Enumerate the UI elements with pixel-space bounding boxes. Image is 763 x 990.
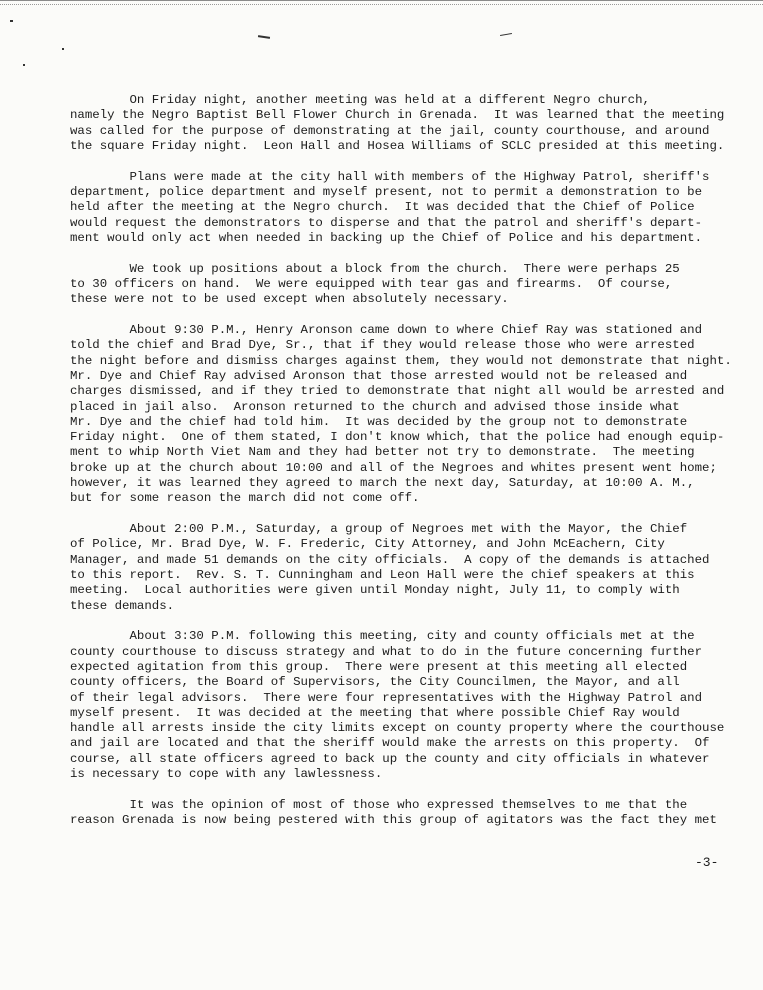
page-number: -3- xyxy=(695,855,719,870)
text-line: meeting. Local authorities were given until Monday night, July 11, to comply with xyxy=(70,583,680,598)
text-line: ment would only act when needed in backing up the Chief of Police and his department. xyxy=(70,230,703,245)
document-body xyxy=(70,93,746,844)
text-line: held after the meeting at the Negro church. It was decided that the Chief of Police xyxy=(70,200,695,215)
text-line: told the chief and Brad Dye, Sr., that if they would release those who were arrested xyxy=(70,338,695,353)
text-line: About 2:00 P.M., Saturday, a group of Negroes met with the Mayor, the Chief xyxy=(70,522,688,537)
text-line: however, it was learned they agreed to march the next day, Saturday, at 10:00 A. M., xyxy=(70,476,695,491)
text-line: would request the demonstrators to disperse and that the patrol and sheriff's depart- xyxy=(70,215,703,230)
text-line: reason Grenada is now being pestered with this group of agitators was the fact they met xyxy=(70,813,717,828)
text-line: ment to whip North Viet Nam and they had better not try to demonstrate. The meeting xyxy=(70,445,695,460)
text-line: these were not to be used except when absolutely necessary. xyxy=(70,292,509,307)
text-line: On Friday night, another meeting was held at a different Negro church, xyxy=(70,93,650,107)
text-line: It was the opinion of most of those who expressed themselves to me that the xyxy=(70,797,688,812)
text-line: these demands. xyxy=(70,598,175,613)
top-edge-rule xyxy=(0,0,763,5)
paragraph xyxy=(70,323,746,507)
scan-mark xyxy=(62,48,64,50)
text-line: the night before and dismiss charges against them, they would not demonstrate that night. xyxy=(70,353,732,368)
text-line: department, police department and myself present, not to permit a demonstration to be xyxy=(70,184,703,199)
text-line: We took up positions about a block from the church. There were perhaps 25 xyxy=(70,261,680,276)
text-line: Manager, and made 51 demands on the city officials. A copy of the demands is attached xyxy=(70,552,710,567)
text-line: Mr. Dye and Chief Ray advised Aronson that those arrested would not be released and xyxy=(70,368,688,383)
paragraph xyxy=(70,170,746,246)
text-line: handle all arrests inside the city limits except on county property where the courthouse xyxy=(70,721,725,736)
paragraph xyxy=(70,798,746,829)
text-line: Mr. Dye and the chief had told him. It was decided by the group not to demonstrate xyxy=(70,414,688,429)
text-line: namely the Negro Baptist Bell Flower Church in Grenada. It was learned that the meeting xyxy=(70,108,725,123)
text-line: was called for the purpose of demonstrating at the jail, county courthouse, and around xyxy=(70,123,710,138)
text-line: of Police, Mr. Brad Dye, W. F. Frederic, City Attorney, and John McEachern, City xyxy=(70,537,665,552)
paragraph xyxy=(70,93,746,154)
text-line: of their legal advisors. There were four representatives with the Highway Patrol and xyxy=(70,690,703,705)
text-line: county courthouse to discuss strategy and what to do in the future concerning further xyxy=(70,644,703,659)
text-line: the square Friday night. Leon Hall and Hosea Williams of SCLC presided at this meeting. xyxy=(70,138,725,153)
text-line: About 3:30 P.M. following this meeting, city and county officials met at the xyxy=(70,629,695,644)
text-line: broke up at the church about 10:00 and all of the Negroes and whites present went home; xyxy=(70,460,717,475)
paragraph xyxy=(70,262,746,308)
paragraph xyxy=(70,629,746,782)
text-line: county officers, the Board of Supervisors, the City Councilmen, the Mayor, and all xyxy=(70,675,680,690)
scan-mark xyxy=(258,35,270,39)
text-line: but for some reason the march did not come off. xyxy=(70,491,420,506)
text-line: and jail are located and that the sheriff would make the arrests on this property. Of xyxy=(70,736,710,751)
text-line: charges dismissed, and if they tried to demonstrate that night all would be arrested and xyxy=(70,384,725,399)
text-line: is necessary to cope with any lawlessness. xyxy=(70,767,383,782)
text-line: myself present. It was decided at the meeting that where possible Chief Ray would xyxy=(70,705,680,720)
scan-mark xyxy=(10,20,13,22)
text-line: to 30 officers on hand. We were equipped with tear gas and firearms. Of course, xyxy=(70,276,673,291)
text-line: Plans were made at the city hall with members of the Highway Patrol, sheriff's xyxy=(70,169,710,184)
text-line: placed in jail also. Aronson returned to the church and advised those inside what xyxy=(70,399,680,414)
scan-mark xyxy=(23,64,25,66)
text-line: course, all state officers agreed to back up the county and city officials in whatever xyxy=(70,751,710,766)
text-line: to this report. Rev. S. T. Cunningham and Leon Hall were the chief speakers at this xyxy=(70,568,695,583)
text-line: About 9:30 P.M., Henry Aronson came down to where Chief Ray was stationed and xyxy=(70,323,703,338)
scan-mark xyxy=(500,33,512,36)
text-line: Friday night. One of them stated, I don't know which, that the police had enough equip- xyxy=(70,430,725,445)
text-line: expected agitation from this group. There were present at this meeting all elected xyxy=(70,660,688,674)
paragraph xyxy=(70,522,746,614)
